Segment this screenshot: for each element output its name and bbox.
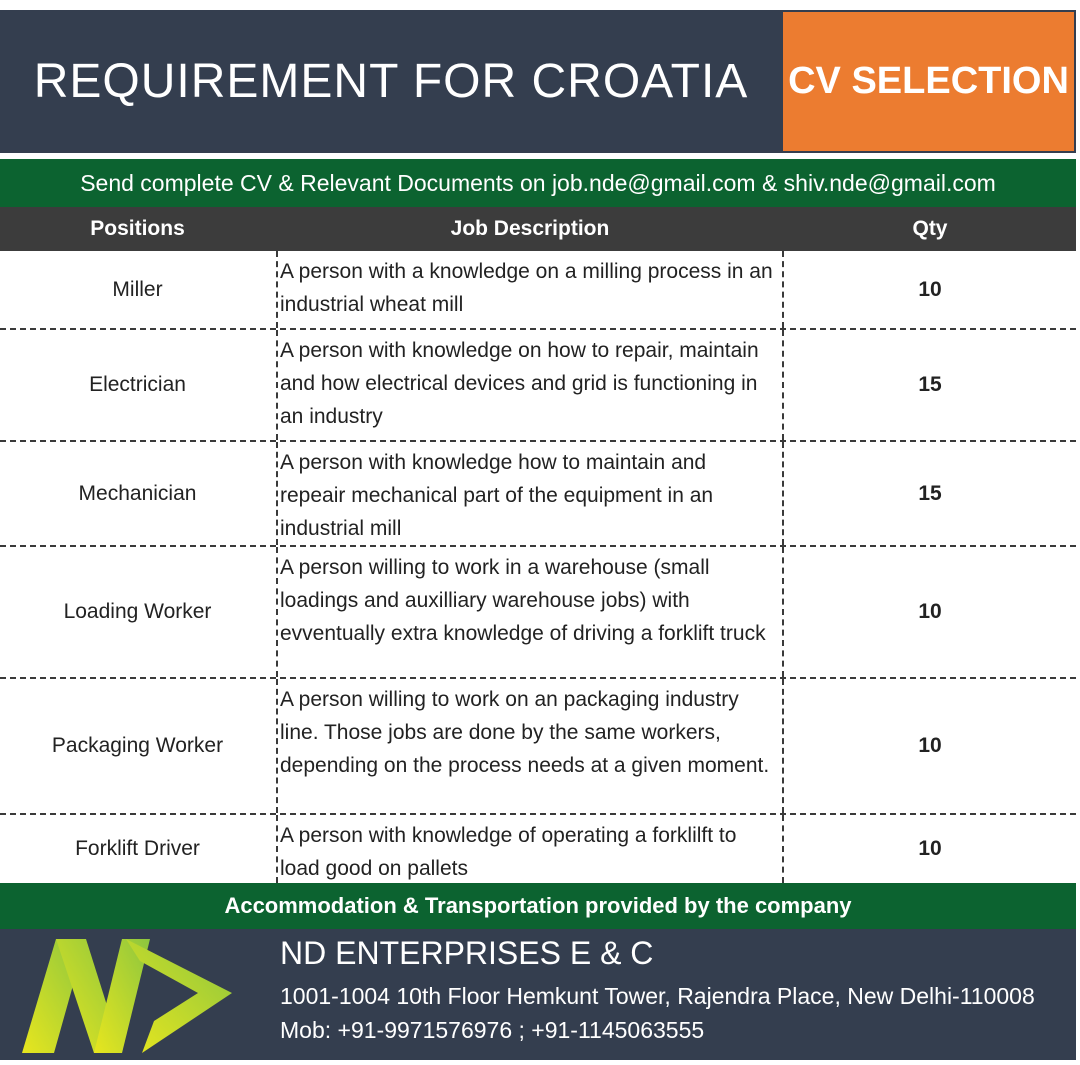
table-row bbox=[0, 330, 1076, 442]
table-row bbox=[0, 815, 1076, 883]
column-header-qty: Qty bbox=[912, 217, 948, 240]
qty-cell: 10 bbox=[918, 600, 942, 623]
description-cell: A person willing to work in a warehouse (small loadings and auxilliary warehouse jobs) with evventually extra knowledge of driving a forklift truck bbox=[276, 547, 784, 677]
company-name: ND ENTERPRISES E & C bbox=[280, 935, 654, 971]
description-cell: A person with knowledge how to maintain and repeair mechanical part of the equipment in an industrial mill bbox=[276, 442, 784, 545]
position-cell: Packaging Worker bbox=[51, 734, 224, 757]
position-cell: Loading Worker bbox=[63, 600, 212, 623]
company-footer bbox=[0, 929, 1076, 1060]
position-cell: Miller bbox=[112, 277, 163, 301]
table-row bbox=[0, 442, 1076, 547]
table-row bbox=[0, 547, 1076, 679]
poster-header bbox=[0, 10, 1076, 153]
contact-bar: Send complete CV & Relevant Documents on job.nde@gmail.com & shiv.nde@gmail.com bbox=[0, 159, 1076, 207]
description-cell: A person with knowledge on how to repair, maintain and how electrical devices and grid is functioning in an industry bbox=[276, 330, 784, 440]
table-header bbox=[0, 207, 1076, 251]
cv-selection-badge: CV SELECTION bbox=[783, 12, 1074, 151]
qty-cell: 10 bbox=[918, 837, 942, 860]
company-address: 1001-1004 10th Floor Hemkunt Tower, Rajendra Place, New Delhi-110008 Mob: +91-9971576976 ; +91-1145063555 bbox=[280, 983, 1035, 1043]
qty-cell: 10 bbox=[918, 277, 942, 301]
position-cell: Electrician bbox=[89, 373, 186, 396]
position-cell: Mechanician bbox=[78, 481, 197, 505]
page-title: REQUIREMENT FOR CROATIA bbox=[33, 55, 749, 108]
description-cell: A person with a knowledge on a milling process in an industrial wheat mill bbox=[276, 251, 784, 328]
table-row bbox=[0, 251, 1076, 330]
accommodation-note: Accommodation & Transportation provided by the company bbox=[0, 883, 1076, 929]
job-poster bbox=[0, 10, 1076, 1060]
description-cell: A person with knowledge of operating a forklilft to load good on pallets bbox=[276, 815, 784, 883]
qty-cell: 15 bbox=[918, 481, 942, 505]
nd-logo-icon bbox=[14, 937, 239, 1055]
position-cell: Forklift Driver bbox=[75, 837, 200, 860]
description-cell: A person willing to work on an packaging industry line. Those jobs are done by the same workers, depending on the process needs at a given moment. bbox=[276, 679, 784, 813]
table-row bbox=[0, 679, 1076, 815]
column-header-job-description: Job Description bbox=[450, 217, 610, 240]
qty-cell: 10 bbox=[918, 734, 942, 757]
qty-cell: 15 bbox=[918, 373, 942, 396]
column-header-positions: Positions bbox=[90, 217, 185, 240]
